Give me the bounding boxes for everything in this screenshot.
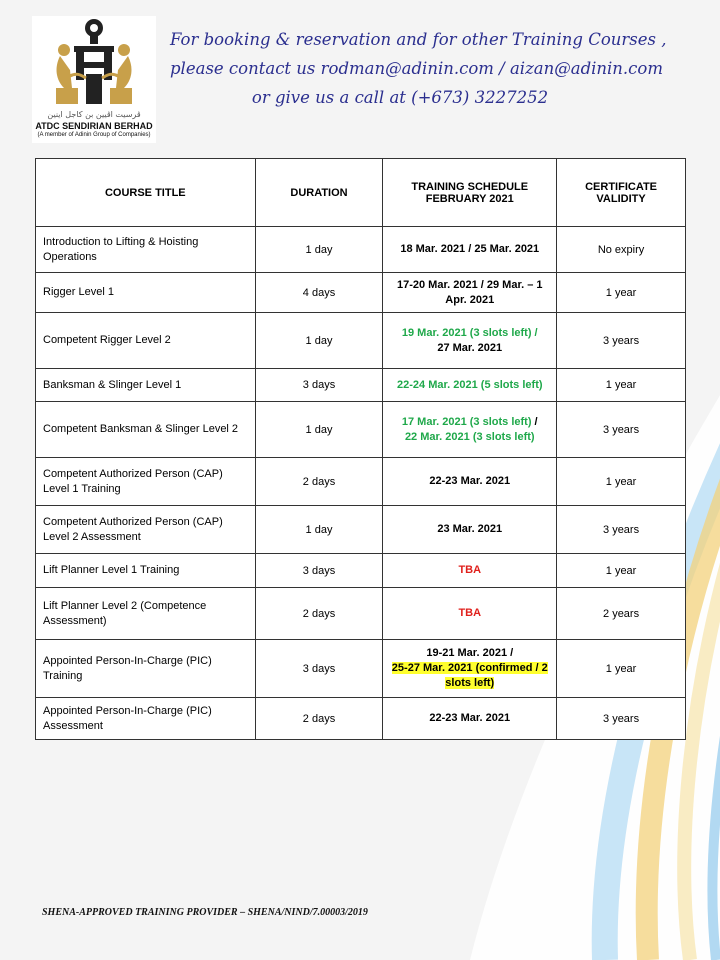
duration-cell: 3 days bbox=[255, 640, 383, 698]
duration-cell: 3 days bbox=[255, 369, 383, 402]
schedule-cell bbox=[383, 640, 557, 698]
duration-cell: 4 days bbox=[255, 273, 383, 313]
contact-info bbox=[170, 25, 667, 112]
certificate-validity-cell: 3 years bbox=[557, 506, 686, 554]
table-row bbox=[36, 506, 686, 554]
table-row bbox=[36, 402, 686, 458]
table-row bbox=[36, 554, 686, 588]
header-training-schedule bbox=[383, 159, 557, 227]
schedule-date-text: 17-20 Mar. 2021 / 29 Mar. – 1 Apr. 2021 bbox=[396, 278, 543, 306]
contact-line-1: For booking & reservation and for other Training Courses , bbox=[170, 30, 667, 49]
header-validity-line1: CERTIFICATE bbox=[585, 180, 657, 193]
course-title-cell: Appointed Person-In-Charge (PIC) Assessment bbox=[36, 698, 256, 740]
schedule-cell bbox=[383, 698, 557, 740]
certificate-validity-cell: 1 year bbox=[557, 458, 686, 506]
schedule-date-text: 27 Mar. 2021 bbox=[437, 341, 503, 354]
schedule-date-text: 22-23 Mar. 2021 bbox=[429, 712, 511, 724]
schedule-date-text: 19 Mar. 2021 (3 slots left) / bbox=[401, 326, 538, 339]
contact-line-3: or give us a call at (+673) 3227252 bbox=[251, 88, 549, 107]
schedule-cell bbox=[383, 458, 557, 506]
certificate-validity-cell: 1 year bbox=[557, 273, 686, 313]
course-title-cell: Competent Banksman & Slinger Level 2 bbox=[36, 402, 256, 458]
certificate-validity-cell: 1 year bbox=[557, 369, 686, 402]
duration-cell: 1 day bbox=[255, 313, 383, 369]
table-row bbox=[36, 458, 686, 506]
company-logo bbox=[32, 16, 156, 143]
schedule-date-text: 22-23 Mar. 2021 bbox=[429, 475, 511, 487]
certificate-validity-cell: 2 years bbox=[557, 588, 686, 640]
logo-arabic-text: ڤرسيت اڤيين بن كاجل اينين bbox=[47, 110, 141, 119]
table-row bbox=[36, 698, 686, 740]
duration-cell: 1 day bbox=[255, 402, 383, 458]
header-course-title: COURSE TITLE bbox=[36, 159, 256, 227]
duration-cell: 3 days bbox=[255, 554, 383, 588]
certificate-validity-cell: 3 years bbox=[557, 313, 686, 369]
schedule-date-text: / bbox=[531, 415, 538, 428]
schedule-date-text: 17 Mar. 2021 (3 slots left) bbox=[401, 415, 532, 428]
logo-tagline: (A member of Adinin Group of Companies) bbox=[37, 132, 151, 138]
table-row bbox=[36, 273, 686, 313]
certificate-validity-cell: 1 year bbox=[557, 554, 686, 588]
table-header-row bbox=[36, 159, 686, 227]
header-duration: DURATION bbox=[255, 159, 383, 227]
schedule-date-text: 23 Mar. 2021 bbox=[437, 523, 503, 535]
course-title-cell: Competent Rigger Level 2 bbox=[36, 313, 256, 369]
schedule-date-text: TBA bbox=[458, 607, 482, 619]
certificate-validity-cell: 1 year bbox=[557, 640, 686, 698]
schedule-cell bbox=[383, 313, 557, 369]
duration-cell: 1 day bbox=[255, 506, 383, 554]
course-title-cell: Competent Authorized Person (CAP) Level 2 Assessment bbox=[36, 506, 256, 554]
duration-cell: 2 days bbox=[255, 588, 383, 640]
schedule-date-text: 22 Mar. 2021 (3 slots left) bbox=[404, 430, 535, 443]
certificate-validity-cell: 3 years bbox=[557, 698, 686, 740]
certificate-validity-cell: No expiry bbox=[557, 227, 686, 273]
schedule-cell bbox=[383, 369, 557, 402]
footer-accreditation: SHENA-APPROVED TRAINING PROVIDER – SHENA/NIND/7.00003/2019 bbox=[42, 907, 368, 918]
duration-cell: 1 day bbox=[255, 227, 383, 273]
schedule-cell bbox=[383, 554, 557, 588]
schedule-date-text: 25-27 Mar. 2021 (confirmed / 2 slots left) bbox=[391, 662, 548, 689]
table-row bbox=[36, 369, 686, 402]
schedule-cell bbox=[383, 227, 557, 273]
table-row bbox=[36, 313, 686, 369]
table-row bbox=[36, 588, 686, 640]
course-title-cell: Banksman & Slinger Level 1 bbox=[36, 369, 256, 402]
course-title-cell: Lift Planner Level 1 Training bbox=[36, 554, 256, 588]
header-schedule-line1: TRAINING SCHEDULE bbox=[411, 180, 529, 193]
course-title-cell: Competent Authorized Person (CAP) Level 1 Training bbox=[36, 458, 256, 506]
table-row bbox=[36, 227, 686, 273]
logo-company-name: ATDC SENDIRIAN BERHAD bbox=[35, 121, 153, 131]
schedule-cell bbox=[383, 273, 557, 313]
header-validity-line2: VALIDITY bbox=[596, 192, 646, 205]
schedule-cell bbox=[383, 402, 557, 458]
course-title-cell: Lift Planner Level 2 (Competence Assessment) bbox=[36, 588, 256, 640]
schedule-cell bbox=[383, 506, 557, 554]
header-certificate-validity bbox=[557, 159, 686, 227]
schedule-date-text: TBA bbox=[458, 564, 482, 576]
course-title-cell: Rigger Level 1 bbox=[36, 273, 256, 313]
schedule-date-text: 19-21 Mar. 2021 / bbox=[426, 647, 514, 659]
contact-line-2: please contact us rodman@adinin.com / aizan@adinin.com bbox=[170, 59, 664, 78]
training-schedule-table bbox=[35, 158, 686, 740]
course-title-cell: Appointed Person-In-Charge (PIC) Training bbox=[36, 640, 256, 698]
certificate-validity-cell: 3 years bbox=[557, 402, 686, 458]
schedule-date-text: 18 Mar. 2021 / 25 Mar. 2021 bbox=[400, 243, 540, 255]
logo-emblem-icon bbox=[46, 16, 142, 108]
header-schedule-line2: FEBRUARY 2021 bbox=[425, 192, 514, 205]
course-title-cell: Introduction to Lifting & Hoisting Operations bbox=[36, 227, 256, 273]
table-row bbox=[36, 640, 686, 698]
duration-cell: 2 days bbox=[255, 458, 383, 506]
schedule-cell bbox=[383, 588, 557, 640]
duration-cell: 2 days bbox=[255, 698, 383, 740]
schedule-date-text: 22-24 Mar. 2021 (5 slots left) bbox=[397, 378, 543, 391]
